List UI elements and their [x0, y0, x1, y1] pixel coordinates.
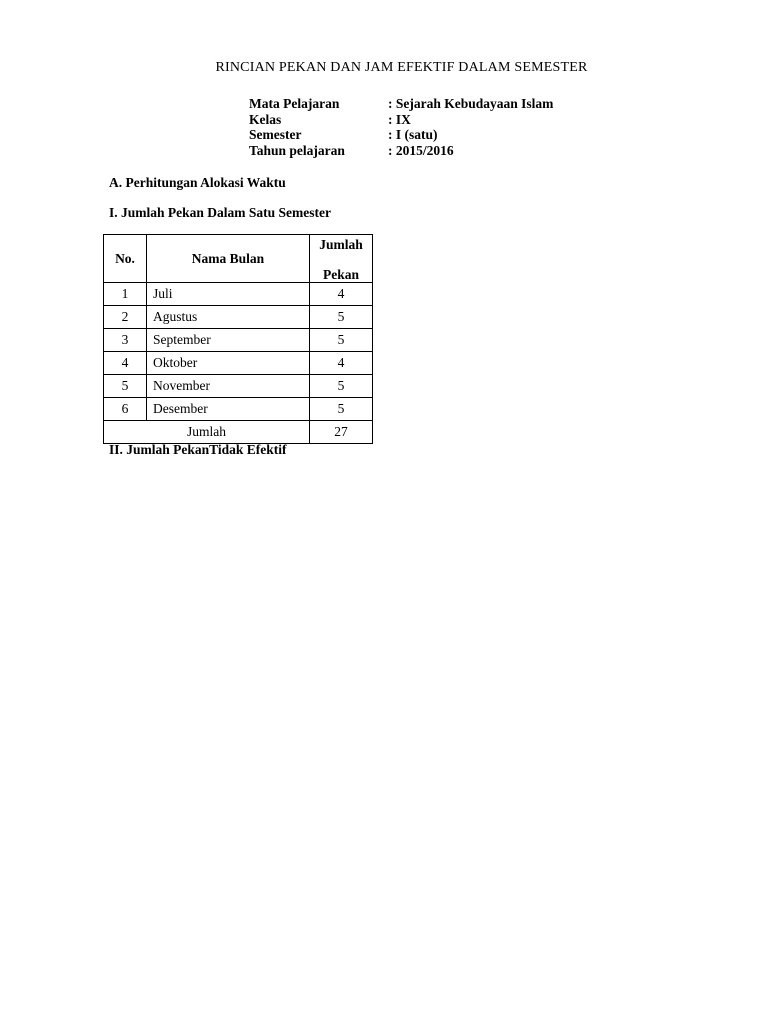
week-count: 4 [310, 283, 373, 306]
table-total-row [104, 421, 373, 444]
table-row [104, 283, 373, 306]
month-name: September [147, 329, 310, 352]
month-name: November [147, 375, 310, 398]
meta-value: : 2015/2016 [388, 142, 454, 158]
section-heading-ii: II. Jumlah PekanTidak Efektif [109, 442, 287, 457]
month-name: Agustus [147, 306, 310, 329]
row-number: 6 [104, 398, 147, 421]
weeks-table [103, 234, 373, 444]
meta-value: : I (satu) [388, 127, 438, 142]
row-number: 1 [104, 283, 147, 306]
table-header-row [104, 235, 373, 283]
page-title: RINCIAN PEKAN DAN JAM EFEKTIF DALAM SEMESTER [215, 60, 588, 75]
meta-value: : IX [388, 111, 411, 127]
meta-label: Kelas [249, 111, 282, 127]
table-row [104, 375, 373, 398]
week-count: 5 [310, 306, 373, 329]
table-row [104, 306, 373, 329]
header-week-count [310, 235, 373, 283]
total-label: Jumlah [104, 421, 310, 444]
week-count: 4 [310, 352, 373, 375]
meta-value: : Sejarah Kebudayaan Islam [388, 96, 554, 111]
row-number: 4 [104, 352, 147, 375]
total-value: 27 [310, 421, 373, 444]
section-heading-a: A. Perhitungan Alokasi Waktu [109, 175, 286, 190]
header-week-count-line1: Jumlah [319, 237, 363, 252]
row-number: 2 [104, 306, 147, 329]
header-week-count-line2: Pekan [322, 267, 359, 282]
month-name: Juli [147, 283, 310, 306]
week-count: 5 [310, 398, 373, 421]
week-count: 5 [310, 375, 373, 398]
header-month-name: Nama Bulan [147, 235, 310, 283]
table-row [104, 398, 373, 421]
month-name: Oktober [147, 352, 310, 375]
meta-label: Tahun pelajaran [249, 142, 345, 158]
section-heading-i: I. Jumlah Pekan Dalam Satu Semester [109, 205, 331, 220]
row-number: 5 [104, 375, 147, 398]
row-number: 3 [104, 329, 147, 352]
month-name: Desember [147, 398, 310, 421]
meta-label: Mata Pelajaran [249, 96, 340, 111]
meta-label: Semester [249, 127, 302, 142]
header-no: No. [104, 235, 147, 283]
week-count: 5 [310, 329, 373, 352]
table-row [104, 329, 373, 352]
table-row [104, 352, 373, 375]
